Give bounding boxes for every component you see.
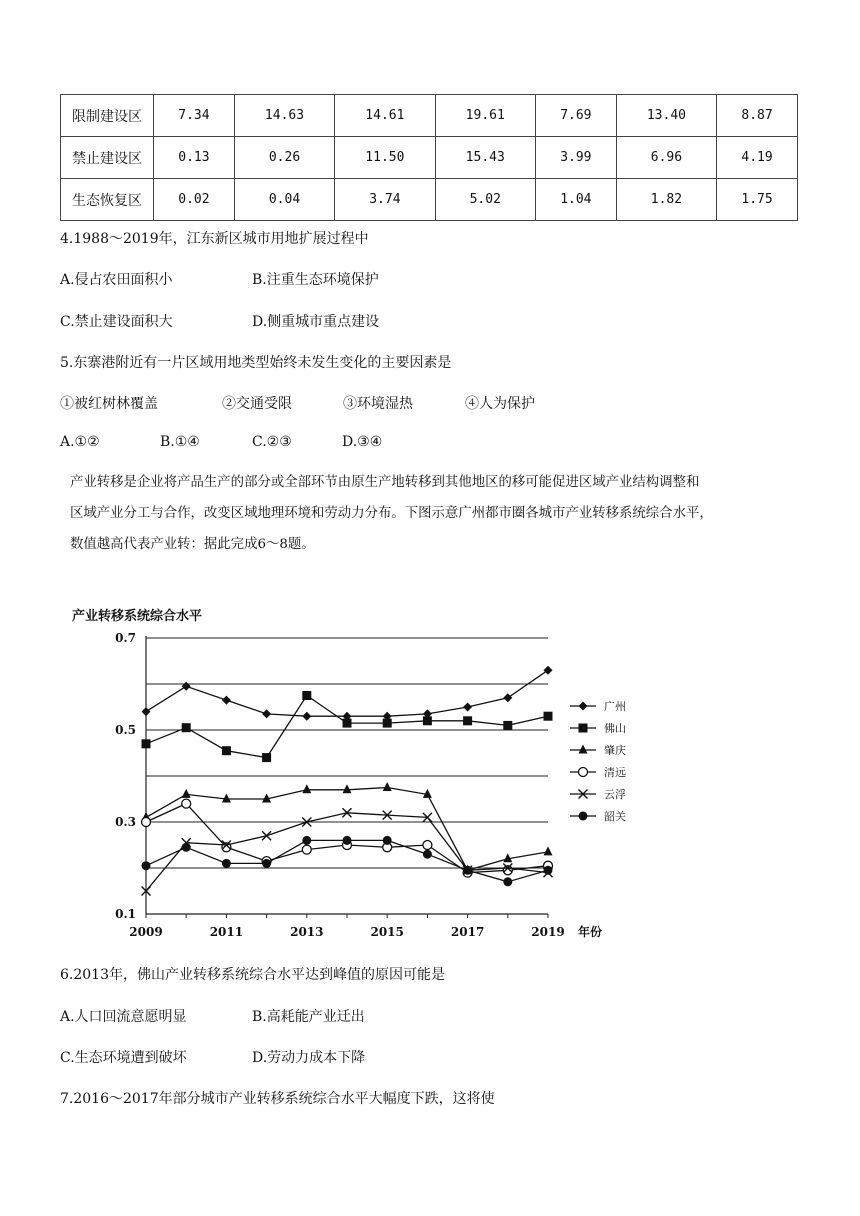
data-point bbox=[262, 709, 271, 718]
data-point bbox=[383, 782, 392, 791]
data-point bbox=[463, 703, 472, 712]
data-point bbox=[343, 719, 352, 728]
data-point bbox=[302, 691, 311, 700]
question-6-options-row2 bbox=[60, 1047, 365, 1067]
x-tick-label: 2017 bbox=[450, 925, 485, 939]
legend-marker bbox=[579, 702, 588, 711]
data-point bbox=[302, 845, 311, 854]
option-c[interactable]: C.禁止建设面积大 bbox=[60, 314, 173, 330]
table-cell: 1.82 bbox=[616, 179, 716, 221]
table-cell: 0.02 bbox=[154, 179, 235, 221]
data-point bbox=[544, 866, 553, 875]
table-cell: 14.63 bbox=[234, 95, 334, 137]
table-row bbox=[61, 95, 798, 137]
table-cell: 1.04 bbox=[535, 179, 616, 221]
data-point bbox=[262, 753, 271, 762]
table-cell: 6.96 bbox=[616, 137, 716, 179]
question-5-stem: 5.东寨港附近有一片区域用地类型始终未发生变化的主要因素是 bbox=[60, 355, 452, 371]
row-label: 生态恢复区 bbox=[61, 179, 154, 221]
x-tick-label: 2011 bbox=[209, 925, 244, 939]
option-d[interactable]: D.③④ bbox=[342, 434, 383, 450]
table-cell: 4.19 bbox=[717, 137, 798, 179]
data-point bbox=[142, 739, 151, 748]
data-point bbox=[544, 712, 553, 721]
table-cell: 15.43 bbox=[435, 137, 535, 179]
x-tick-label: 2019 bbox=[531, 925, 565, 939]
y-tick-label: 0.1 bbox=[115, 907, 136, 921]
table-row bbox=[61, 137, 798, 179]
legend-marker bbox=[579, 745, 588, 754]
data-point bbox=[182, 843, 191, 852]
table-cell: 3.99 bbox=[535, 137, 616, 179]
table-cell: 5.02 bbox=[435, 179, 535, 221]
data-point bbox=[222, 696, 231, 705]
passage-line: 数值越高代表产业转：据此完成6～8题。 bbox=[70, 537, 315, 552]
legend-label: 广州 bbox=[604, 700, 626, 713]
question-6-stem: 6.2013年，佛山产业转移系统综合水平达到峰值的原因可能是 bbox=[60, 967, 445, 983]
data-point bbox=[544, 846, 553, 855]
x-axis-label: 年份 bbox=[578, 925, 603, 939]
data-point bbox=[383, 836, 392, 845]
data-point bbox=[544, 666, 553, 675]
land-use-table bbox=[60, 94, 798, 221]
option-a[interactable]: A.①② bbox=[60, 434, 100, 450]
table-cell: 11.50 bbox=[335, 137, 435, 179]
data-point bbox=[302, 784, 311, 793]
option-a[interactable]: A.侵占农田面积小 bbox=[60, 272, 173, 288]
data-point bbox=[463, 716, 472, 725]
option-c[interactable]: C.生态环境遭到破坏 bbox=[60, 1050, 187, 1066]
question-4-options-row2 bbox=[60, 311, 379, 331]
passage-line: 产业转移是企业将产品生产的部分或全部环节由原生产地转移到其他地区的移可能促进区域产业结构调整和 bbox=[70, 475, 700, 490]
data-point bbox=[343, 836, 352, 845]
table-cell: 19.61 bbox=[435, 95, 535, 137]
table-cell: 0.04 bbox=[234, 179, 334, 221]
series-line-1 bbox=[146, 670, 548, 716]
data-point bbox=[463, 866, 472, 875]
data-point bbox=[302, 836, 311, 845]
table-cell: 7.69 bbox=[535, 95, 616, 137]
data-point bbox=[182, 799, 191, 808]
item-4: ④人为保护 bbox=[465, 396, 535, 412]
item-3: ③环境湿热 bbox=[343, 396, 413, 412]
data-point bbox=[182, 789, 191, 798]
data-point bbox=[182, 682, 191, 691]
industry-transfer-chart bbox=[58, 598, 658, 948]
data-point bbox=[423, 850, 432, 859]
item-2: ②交通受限 bbox=[222, 396, 292, 412]
table-cell: 7.34 bbox=[154, 95, 235, 137]
table-cell: 0.26 bbox=[234, 137, 334, 179]
data-point bbox=[423, 841, 432, 850]
legend-label: 韶关 bbox=[604, 810, 626, 823]
question-5-items bbox=[60, 393, 535, 413]
x-tick-label: 2015 bbox=[370, 925, 404, 939]
data-point bbox=[503, 693, 512, 702]
question-7-stem: 7.2016～2017年部分城市产业转移系统综合水平大幅度下跌，这将使 bbox=[60, 1091, 495, 1107]
table-cell: 8.87 bbox=[717, 95, 798, 137]
question-5-options bbox=[60, 434, 382, 450]
data-point bbox=[503, 721, 512, 730]
x-tick-label: 2013 bbox=[290, 925, 324, 939]
option-b[interactable]: B.高耗能产业迁出 bbox=[252, 1009, 365, 1025]
chart-title: 产业转移系统综合水平 bbox=[72, 609, 203, 624]
table-cell: 14.61 bbox=[335, 95, 435, 137]
row-label: 禁止建设区 bbox=[61, 137, 154, 179]
series-line-3 bbox=[146, 788, 548, 871]
question-6-options-row1 bbox=[60, 1006, 365, 1026]
table-cell: 0.13 bbox=[154, 137, 235, 179]
data-point bbox=[142, 707, 151, 716]
option-d[interactable]: D.侧重城市重点建设 bbox=[252, 314, 380, 330]
question-4-options-row1 bbox=[60, 269, 379, 289]
item-1: ①被红树林覆盖 bbox=[60, 396, 158, 412]
table-cell: 3.74 bbox=[335, 179, 435, 221]
line-chart bbox=[58, 598, 658, 948]
y-tick-label: 0.7 bbox=[115, 631, 136, 645]
data-point bbox=[222, 746, 231, 755]
data-point bbox=[262, 859, 271, 868]
data-point bbox=[503, 877, 512, 886]
data-point bbox=[343, 784, 352, 793]
option-a[interactable]: A.人口回流意愿明显 bbox=[60, 1009, 187, 1025]
question-4-stem: 4.1988～2019年，江东新区城市用地扩展过程中 bbox=[60, 231, 369, 247]
x-tick-label: 2009 bbox=[129, 925, 163, 939]
data-point bbox=[142, 818, 151, 827]
option-d[interactable]: D.劳动力成本下降 bbox=[252, 1050, 366, 1066]
row-label: 限制建设区 bbox=[61, 95, 154, 137]
table-cell: 13.40 bbox=[616, 95, 716, 137]
legend-marker bbox=[579, 724, 588, 733]
data-point bbox=[302, 712, 311, 721]
legend-label: 清远 bbox=[604, 766, 626, 779]
data-point bbox=[142, 861, 151, 870]
data-point bbox=[222, 859, 231, 868]
data-point bbox=[423, 716, 432, 725]
legend-label: 佛山 bbox=[604, 722, 626, 735]
option-b[interactable]: B.注重生态环境保护 bbox=[252, 272, 379, 288]
legend-label: 云浮 bbox=[604, 788, 626, 801]
data-point bbox=[383, 719, 392, 728]
y-tick-label: 0.3 bbox=[115, 815, 136, 829]
data-point bbox=[182, 723, 191, 732]
passage bbox=[70, 467, 798, 560]
legend-marker bbox=[579, 812, 588, 821]
legend-label: 肇庆 bbox=[604, 744, 626, 757]
table-row bbox=[61, 179, 798, 221]
y-tick-label: 0.5 bbox=[115, 723, 136, 737]
option-b[interactable]: B.①④ bbox=[160, 434, 200, 450]
legend-marker bbox=[579, 768, 588, 777]
option-c[interactable]: C.②③ bbox=[252, 434, 292, 450]
passage-line: 区域产业分工与合作，改变区域地理环境和劳动力分布。下图示意广州都市圈各城市产业转移系统综合水平， bbox=[70, 506, 713, 521]
data-point bbox=[262, 831, 271, 840]
table-cell: 1.75 bbox=[717, 179, 798, 221]
